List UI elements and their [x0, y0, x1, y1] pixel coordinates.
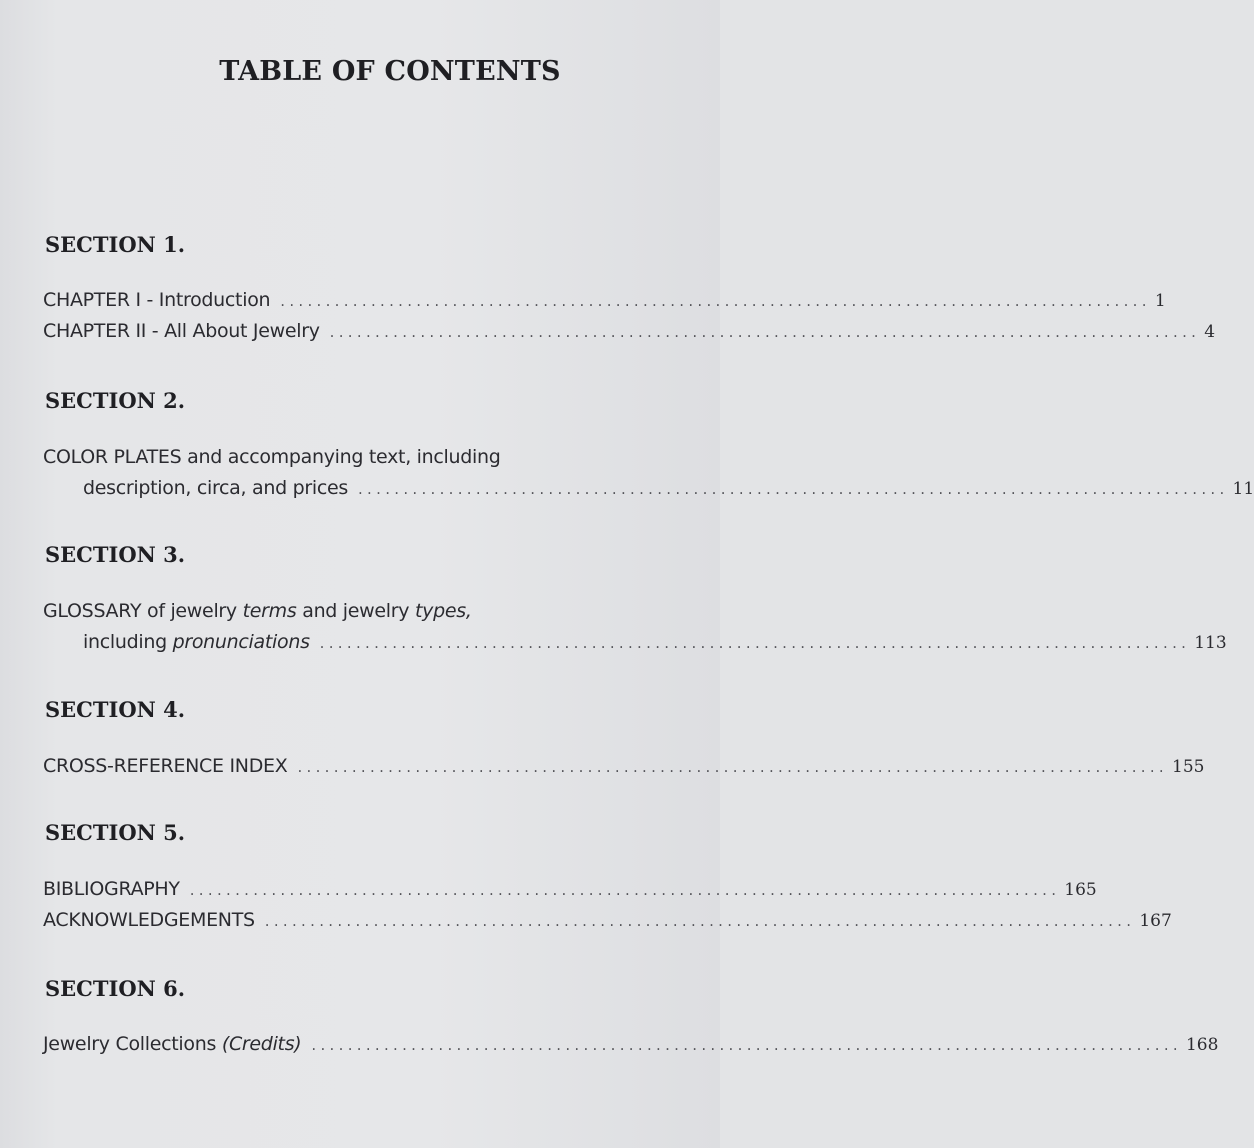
toc-entry-label: COLOR PLATES and accompanying text, including: [43, 446, 501, 468]
italic-text-run: (Credits): [221, 1033, 302, 1055]
toc-page-number: 113: [1194, 633, 1227, 653]
toc-entry-label: CHAPTER I - Introduction: [43, 289, 271, 311]
toc-page-number: 11: [1232, 479, 1254, 499]
section-heading-5: SECTION 5.: [45, 820, 186, 845]
toc-line: [43, 446, 691, 477]
italic-text-run: terms: [242, 600, 297, 622]
toc-entry-label: BIBLIOGRAPHY: [43, 878, 180, 900]
toc-line: [43, 1033, 1219, 1064]
italic-text-run: types,: [414, 600, 472, 622]
toc-entry-label: CHAPTER II - All About Jewelry: [43, 320, 320, 342]
toc-line: [43, 755, 1205, 786]
toc-entry-color-plates[interactable]: [43, 446, 1254, 508]
section-heading-3: SECTION 3.: [45, 542, 186, 567]
toc-page-number: 167: [1139, 911, 1172, 931]
toc-entry-chapter-2[interactable]: [43, 320, 1216, 351]
italic-text-run: pronunciations: [172, 631, 310, 653]
section-heading-4: SECTION 4.: [45, 697, 186, 722]
dot-leader: ................................................................................................: [311, 1036, 1182, 1054]
dot-leader: ................................................................................................: [264, 912, 1136, 930]
text-run: including: [83, 631, 173, 653]
toc-entry-label: [43, 1033, 301, 1055]
toc-page-number: 1: [1154, 291, 1166, 311]
toc-line: [43, 600, 691, 631]
toc-entry-label: [43, 600, 472, 622]
toc-line: [43, 909, 1172, 940]
toc-line: [43, 320, 1216, 351]
toc-entry-label: CROSS-REFERENCE INDEX: [43, 755, 288, 777]
toc-entry-label-continued: description, circa, and prices: [83, 477, 348, 499]
dot-leader: ................................................................................................: [280, 292, 1151, 310]
toc-line: [43, 878, 1097, 909]
text-run: GLOSSARY of jewelry: [43, 600, 243, 622]
dot-leader: ................................................................................................: [329, 323, 1201, 341]
section-heading-1: SECTION 1.: [45, 232, 186, 257]
toc-page-number: 168: [1185, 1035, 1219, 1055]
text-run: Jewelry Collections: [43, 1033, 222, 1055]
dot-leader: ................................................................................................: [189, 881, 1061, 899]
toc-entry-cross-reference-index[interactable]: [43, 755, 1205, 786]
toc-entry-jewelry-collections[interactable]: [43, 1033, 1219, 1064]
toc-entry-label: ACKNOWLEDGEMENTS: [43, 909, 255, 931]
toc-line: [43, 631, 1227, 662]
page-title: TABLE OF CONTENTS: [219, 56, 561, 87]
toc-page-number: 155: [1172, 757, 1205, 777]
toc-page-number: 165: [1064, 880, 1097, 900]
dot-leader: ................................................................................................: [357, 480, 1229, 498]
toc-entry-chapter-1[interactable]: [43, 289, 1166, 320]
toc-page-number: 4: [1204, 322, 1216, 342]
text-run: and jewelry: [296, 600, 415, 622]
dot-leader: ................................................................................................: [297, 758, 1168, 776]
section-heading-2: SECTION 2.: [45, 388, 186, 413]
toc-entry-acknowledgements[interactable]: [43, 909, 1172, 940]
toc-line: [43, 477, 1254, 508]
toc-entry-bibliography[interactable]: [43, 878, 1097, 909]
toc-entry-glossary[interactable]: [43, 600, 1227, 662]
toc-entry-label-continued: [83, 631, 310, 653]
dot-leader: ................................................................................................: [319, 634, 1191, 652]
section-heading-6: SECTION 6.: [45, 976, 186, 1001]
toc-line: [43, 289, 1166, 320]
